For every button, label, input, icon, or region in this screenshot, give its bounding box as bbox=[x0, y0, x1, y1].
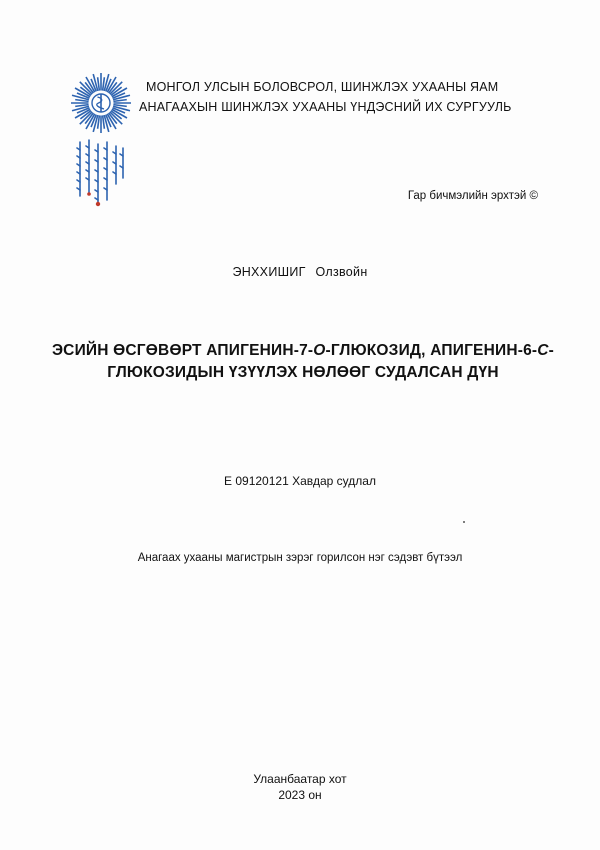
specialty-code: Е 09120121 Хавдар судлал bbox=[224, 474, 376, 488]
city: Улаанбаатар хот bbox=[253, 772, 347, 786]
institution-university: АНАГААХЫН ШИНЖЛЭХ УХААНЫ ҮНДЭСНИЙ ИХ СУРГУУЛЬ bbox=[139, 100, 512, 114]
author-name bbox=[0, 265, 600, 279]
mongolian-script-emblem-icon bbox=[72, 138, 128, 210]
thesis-title bbox=[48, 340, 558, 384]
year: 2023 он bbox=[278, 788, 322, 802]
university-logo-icon bbox=[70, 72, 132, 134]
title-segment: -ГЛЮКОЗИД, АПИГЕНИН-6- bbox=[325, 342, 538, 359]
author-surname: ЭНХХИШИГ bbox=[232, 265, 306, 279]
thesis-title-line1 bbox=[48, 340, 558, 362]
thesis-title-line2: ГЛЮКОЗИДЫН ҮЗҮҮЛЭХ НӨЛӨӨГ СУДАЛСАН ДҮН bbox=[107, 364, 499, 381]
title-italic-c: C bbox=[537, 342, 549, 359]
institution-ministry: МОНГОЛ УЛСЫН БОЛОВСРОЛ, ШИНЖЛЭХ УХААНЫ ЯАМ bbox=[146, 80, 499, 94]
degree-statement: Анагаах ухааны магистрын зэрэг горилсон нэг сэдэвт бүтээл bbox=[137, 552, 463, 564]
title-italic-o: O bbox=[313, 342, 326, 359]
scan-speck bbox=[463, 521, 465, 523]
title-segment: ЭСИЙН ӨСГӨВӨРТ АПИГЕНИН-7- bbox=[51, 342, 314, 359]
place-and-year bbox=[0, 771, 600, 803]
title-segment: - bbox=[548, 342, 555, 359]
author-given-name: Олзвойн bbox=[315, 265, 368, 279]
copyright-note: Гар бичмэлийн эрхтэй © bbox=[407, 190, 538, 202]
